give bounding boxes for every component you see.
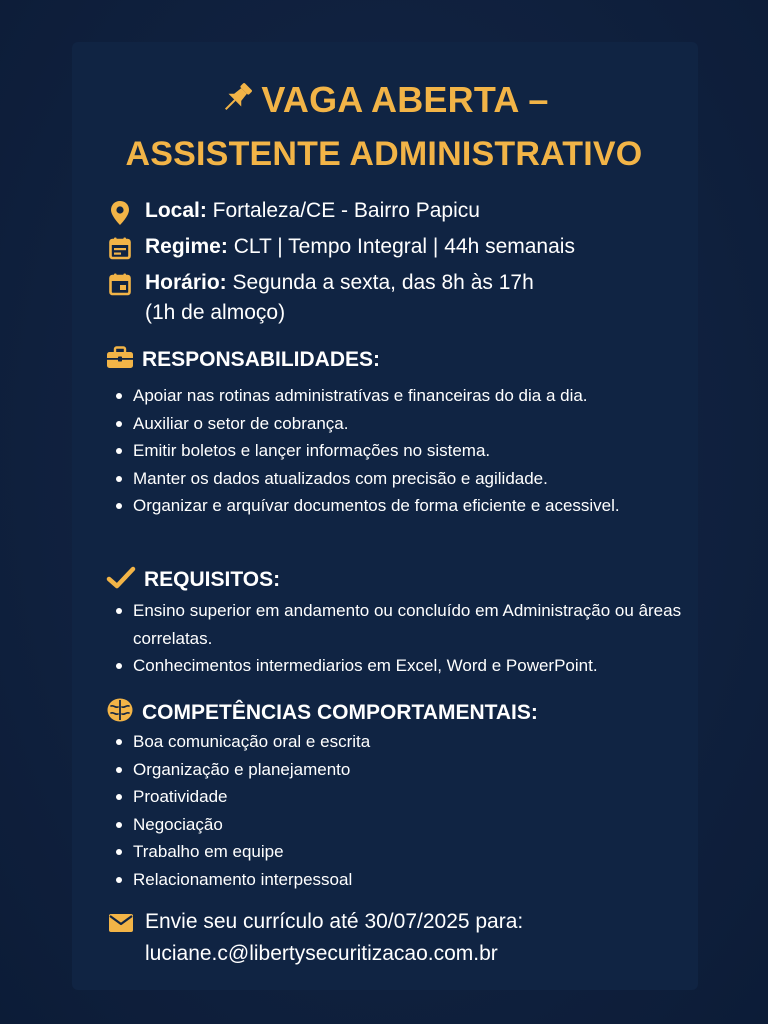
- responsabilidade-item: Auxiliar o setor de cobrança.: [116, 410, 701, 438]
- section-responsabilidades-heading: [106, 346, 380, 378]
- requisitos-heading-text: REQUISITOS:: [144, 568, 281, 591]
- info-horario-value: Segunda a sexta, das 8h às 17h: [226, 271, 534, 294]
- competencia-item: Relacionamento interpessoal: [116, 866, 701, 894]
- job-title: ASSISTENTE ADMINISTRATIVO: [125, 135, 643, 173]
- competencias-list: [116, 728, 701, 893]
- responsabilidades-list: [116, 382, 701, 520]
- pushpin-icon: [219, 80, 255, 126]
- calendar-icon: [108, 272, 132, 296]
- page-title: [0, 78, 768, 126]
- title-line-1: VAGA ABERTA –: [261, 79, 549, 120]
- checkmark-icon: [106, 566, 136, 598]
- calendar-icon: [108, 236, 132, 260]
- brain-icon: [106, 697, 134, 731]
- responsabilidades-heading-text: RESPONSABILIDADES:: [142, 348, 381, 371]
- competencia-item: Organização e planejamento: [116, 756, 701, 784]
- info-regime-value: CLT | Tempo Integral | 44h semanais: [227, 235, 575, 258]
- location-pin-icon: [108, 200, 132, 224]
- responsabilidade-item: Emitir boletos e lançer informações no sistema.: [116, 437, 701, 465]
- info-local-label: Local:: [145, 199, 207, 222]
- section-competencias-heading: [106, 697, 538, 731]
- competencia-item: Trabalho em equipe: [116, 838, 701, 866]
- requisitos-list: [116, 597, 701, 680]
- briefcase-icon: [106, 346, 134, 378]
- responsabilidade-item: Apoiar nas rotinas administratívas e financeiras do dia a dia.: [116, 382, 701, 410]
- competencia-item: Proatividade: [116, 783, 701, 811]
- info-horario-value-line2: (1h de almoço): [145, 301, 286, 324]
- requisito-item: Conhecimentos intermediarios em Excel, Word e PowerPoint.: [116, 652, 701, 680]
- responsabilidade-item: Organizar e arquívar documentos de forma eficiente e acessivel.: [116, 492, 701, 520]
- envelope-icon: [108, 911, 134, 943]
- info-local-value: Fortaleza/CE - Bairro Papicu: [206, 199, 480, 222]
- section-requisitos-heading: [106, 566, 280, 598]
- info-horario-label: Horário:: [145, 271, 227, 294]
- competencias-heading-text: COMPETÊNCIAS COMPORTAMENTAIS:: [142, 701, 538, 724]
- requisito-item: Ensino superior em andamento ou concluído em Administração ou âreas correlatas.: [116, 597, 701, 652]
- competencia-item: Boa comunicação oral e escrita: [116, 728, 701, 756]
- responsabilidade-item: Manter os dados atualizados com precisão e agilidade.: [116, 465, 701, 493]
- info-regime-label: Regime:: [145, 235, 228, 258]
- contact-email[interactable]: luciane.c@libertysecuritizacao.com.br: [145, 942, 498, 965]
- contact-instruction: Envie seu currículo até 30/07/2025 para:: [145, 910, 524, 933]
- competencia-item: Negociação: [116, 811, 701, 839]
